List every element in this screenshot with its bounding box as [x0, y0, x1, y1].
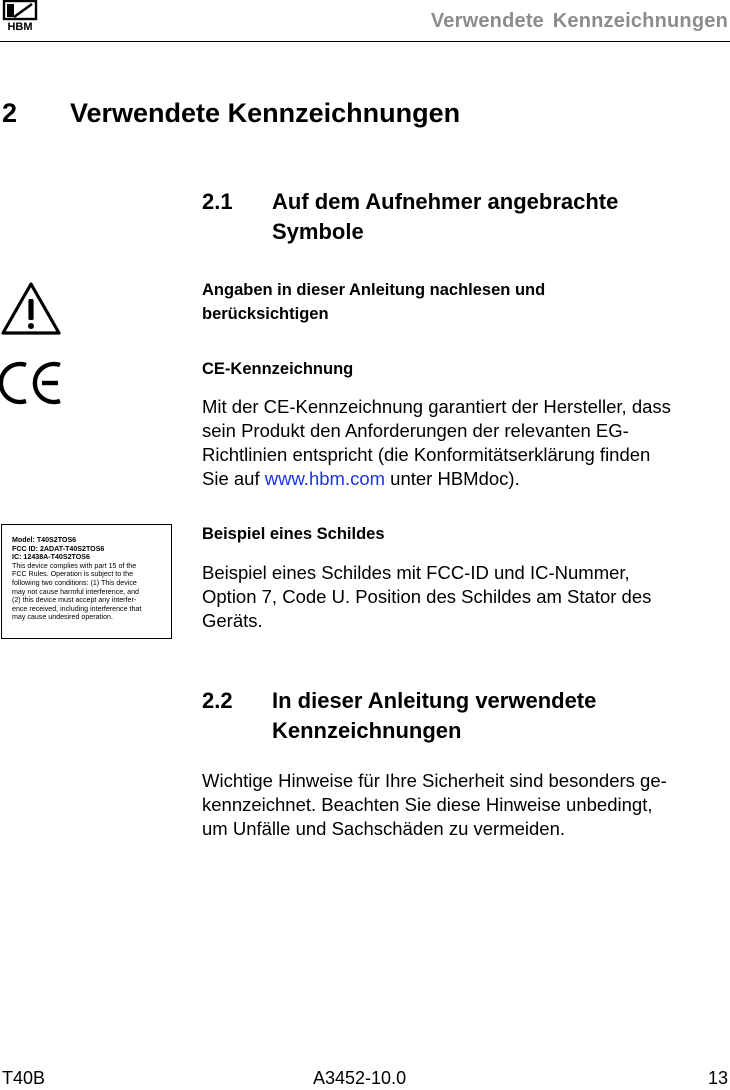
ce-line-4-pre: Sie auf: [202, 468, 265, 489]
section-2-2-title: [272, 686, 712, 746]
section-2-2-paragraph: [202, 769, 730, 841]
ce-line-2: sein Produkt den Anforderungen der relevanten EG-: [202, 420, 629, 441]
chapter-title: Verwendete Kennzeichnungen: [70, 98, 461, 128]
ce-line-3: Richtlinien entspricht (die Konformitätserklärung finden: [202, 444, 651, 465]
ce-mark-icon: [0, 360, 64, 406]
section-2-2-title-line1: In dieser Anleitung verwendete: [272, 688, 597, 713]
ce-line-4-post: unter HBMdoc).: [385, 468, 520, 489]
section-2-1-title-line2: Symbole: [272, 219, 364, 244]
warning-heading-line1: Angaben in dieser Anleitung nachlesen und: [202, 281, 546, 299]
chapter-number: 2: [2, 98, 18, 128]
label-example-heading: Beispiel eines Schildes: [202, 525, 385, 543]
ce-line-4: [202, 467, 730, 491]
nameplate-fcc-id: FCC ID: 2ADAT-T40S2TOS6: [12, 544, 105, 553]
s22-line-1: Wichtige Hinweise für Ihre Sicherheit sind besonders ge-: [202, 770, 667, 791]
s22-line-3: um Unfälle und Sachschäden zu vermeiden.: [202, 818, 566, 839]
section-2-1-title: [272, 187, 712, 247]
label-line-3: Geräts.: [202, 610, 263, 631]
nameplate-text-3: following two conditions: (1) This device: [12, 578, 137, 587]
warning-heading-line2: berücksichtigen: [202, 305, 329, 323]
hbm-logo: [2, 0, 38, 32]
footer-page-number: 13: [707, 1068, 728, 1088]
section-2-2-number: 2.2: [202, 688, 233, 713]
section-2-1-number: 2.1: [202, 189, 233, 214]
ce-line-1: Mit der CE-Kennzeichnung garantiert der Hersteller, dass: [202, 396, 671, 417]
warning-symbol-heading: [202, 278, 682, 326]
nameplate-model: Model: T40S2TOS6: [12, 536, 77, 544]
nameplate-text-4: may not cause harmful interference, and: [12, 587, 139, 596]
nameplate-text-1: This device complies with part 15 of the: [12, 561, 137, 570]
label-example-paragraph: [202, 561, 730, 633]
footer-doc-number: A3452-10.0: [313, 1068, 407, 1088]
nameplate-ic: IC: 12438A-T40S2TOS6: [12, 553, 90, 562]
nameplate-text-2: FCC Rules. Operation is subject to the: [12, 570, 134, 579]
header-rule: [0, 41, 730, 42]
nameplate-example: [1, 524, 172, 639]
section-2-1-title-line1: Auf dem Aufnehmer angebrachte: [272, 189, 619, 214]
nameplate-text-5: (2) this device must accept any interfer-: [12, 596, 137, 605]
hbm-website-link[interactable]: www.hbm.com: [264, 468, 386, 489]
ce-marking-paragraph: [202, 395, 730, 491]
footer-product: T40B: [2, 1068, 46, 1088]
section-2-2-title-line2: Kennzeichnungen: [272, 718, 462, 743]
warning-triangle-icon: [0, 280, 62, 336]
label-line-2: Option 7, Code U. Position des Schildes am Stator des: [202, 586, 652, 607]
running-head-title: Verwendete Kennzeichnungen: [430, 10, 728, 32]
label-line-1: Beispiel eines Schildes mit FCC-ID und IC-Nummer,: [202, 562, 630, 583]
nameplate-text-6: ence received, including interference that: [12, 604, 142, 613]
nameplate-text-7: may cause undesired operation.: [12, 613, 113, 622]
hbm-logo-text: HBM: [7, 21, 33, 32]
ce-marking-heading: CE-Kennzeichnung: [202, 360, 354, 378]
s22-line-2: kennzeichnet. Beachten Sie diese Hinweise unbedingt,: [202, 794, 653, 815]
